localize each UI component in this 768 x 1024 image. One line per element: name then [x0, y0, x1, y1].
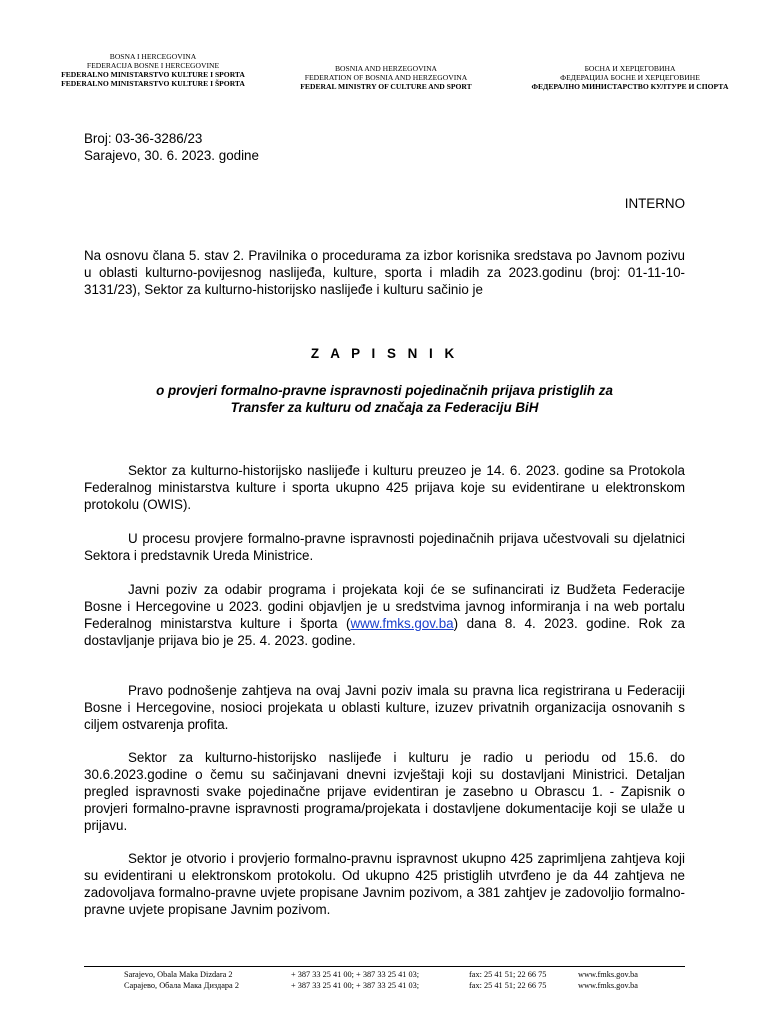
letterhead-line: BOSNA I HERCEGOVINA — [109, 52, 197, 61]
letterhead-line: ФЕДЕРАЛНО МИНИСТАРСТВО КУЛТУРЕ И СПОРТА — [531, 82, 729, 91]
subtitle-line: o provjeri formalno-pravne ispravnosti pojedinačnih prijava pristiglih za — [156, 383, 613, 398]
intro-paragraph: Na osnovu člana 5. stav 2. Pravilnika o procedurama za izbor korisnika sredstava po Javnom pozivu u oblasti kulturno-povijesnog naslijeđa, kulture, sporta i mladih za 2023.godinu (broj: 01-11-10-3131/23), Sektor za kulturno-historijsko naslijeđe i kulturu sačinio je — [84, 248, 685, 298]
footer-phone — [291, 969, 419, 991]
letterhead-line: BOSNIA AND HERZEGOVINA — [334, 64, 438, 73]
footer-fax — [469, 969, 546, 991]
footer-website-line: www.fmks.gov.ba — [578, 981, 638, 990]
body-paragraph: Pravo podnošenje zahtjeva na ovaj Javni poziv imala su pravna lica registrirana u Federaciji Bosne i Hercegovine, nosioci projekata u oblasti kulture, izuzev privatnih organizacija osnovanih s ciljem ostvarenja profita. — [84, 683, 685, 732]
footer-fax-line: fax: 25 41 51; 22 66 75 — [469, 981, 547, 990]
footer-address-latin: Sarajevo, Obala Maka Dizdara 2 — [124, 970, 233, 979]
body-paragraph: Sektor za kulturno-historijsko naslijeđe i kulturu je radio u periodu od 15.6. do 30.6.2023.godine o čemu su sačinjavani dnevni izvještaji koji su dostavljani Ministrici. Detaljan pregled ispravnosti svake pojedinačne prijave evidentiran je zasebno u Obrascu 1. - Zapisnik o provjeri formalno-pravne ispravnosti programa/projekata i dostavljene dokumentacije koji se ulaže u prijavu. — [84, 750, 685, 833]
document-title: Z A P I S N I K — [310, 346, 459, 361]
document-subtitle — [84, 382, 685, 416]
paragraph-text: ) dana 8. 4. 2023. godine. Rok za dostavljanje prijava bio je 25. 4. 2023. godine. — [84, 615, 685, 648]
body-paragraph: Sektor je otvorio i provjerio formalno-pravnu ispravnost ukupno 425 zaprimljena zahtjeva koji su evidentirani u elektronskom protokolu. Od ukupno 425 pristiglih utvrđeno je da 44 zahtjeva ne zadovoljava formalno-pravne uvjete propisane Javnim pozivom, a 381 zahtjev je zadovoljio formalno-pravne uvjete propisane Javnim pozivom. — [84, 851, 685, 917]
letterhead-cyrillic — [512, 64, 748, 91]
letterhead-english — [280, 64, 492, 91]
footer-website — [578, 969, 638, 991]
letterhead-line: FEDERALNO MINISTARSTVO KULTURE I SPORTA — [61, 70, 245, 79]
footer-address — [124, 969, 239, 991]
body-paragraph: U procesu provjere formalno-pravne ispravnosti pojedinačnih prijava učestvovali su djelatnici Sektora i predstavnik Ureda Ministrice. — [84, 531, 685, 563]
letterhead-line: FEDERATION OF BOSNIA AND HERZEGOVINA — [304, 73, 468, 82]
letterhead-line: FEDERALNO MINISTARSTVO KULTURE I ŠPORTA — [61, 79, 245, 88]
footer-address-cyrillic: Сарајево, Обала Мака Диздара 2 — [124, 981, 239, 990]
letterhead-line: FEDERAL MINISTRY OF CULTURE AND SPORT — [300, 82, 472, 91]
reference-number: Broj: 03-36-3286/23 — [84, 131, 203, 146]
paragraph-text: Javni poziv za odabir programa i projekata koji će se sufinancirati iz Budžeta Federacije Bosne i Hercegovine u 2023. godini objavljen je u sredstvima javnog informiranja i na web portalu Federalnog ministarstva kulture i športa ( — [84, 582, 685, 631]
subtitle-line: Transfer za kulturu od značaja za Federaciju BiH — [230, 400, 539, 415]
document-date: Sarajevo, 30. 6. 2023. godine — [84, 148, 259, 163]
footer-divider — [84, 966, 685, 967]
ministry-website-link[interactable]: www.fmks.gov.ba — [350, 615, 454, 631]
document-meta — [84, 130, 259, 164]
letterhead-line: FEDERACIJA BOSNE I HERCEGOVINE — [86, 61, 220, 70]
body-paragraph: Sektor za kulturno-historijsko naslijeđe i kulturu preuzeo je 14. 6. 2023. godine sa Protokola Federalnog ministarstva kulture i sporta ukupno 425 prijava koje su evidentirane u elektronskom protokolu (OWIS). — [84, 463, 685, 512]
footer-phone-line: + 387 33 25 41 00; + 387 33 25 41 03; — [291, 970, 420, 979]
letterhead-bosnian — [38, 52, 268, 88]
letterhead-line: БОСНА И ХЕРЦЕГОВИНА — [584, 64, 676, 73]
classification-label: INTERNO — [624, 196, 685, 211]
footer-fax-line: fax: 25 41 51; 22 66 75 — [469, 970, 547, 979]
body-paragraph — [84, 582, 685, 650]
letterhead-line: ФЕДЕРАЦИЈА БОСНЕ И ХЕРЦЕГОВИНЕ — [560, 73, 700, 82]
footer-phone-line: + 387 33 25 41 00; + 387 33 25 41 03; — [291, 981, 420, 990]
footer-website-line: www.fmks.gov.ba — [578, 970, 638, 979]
